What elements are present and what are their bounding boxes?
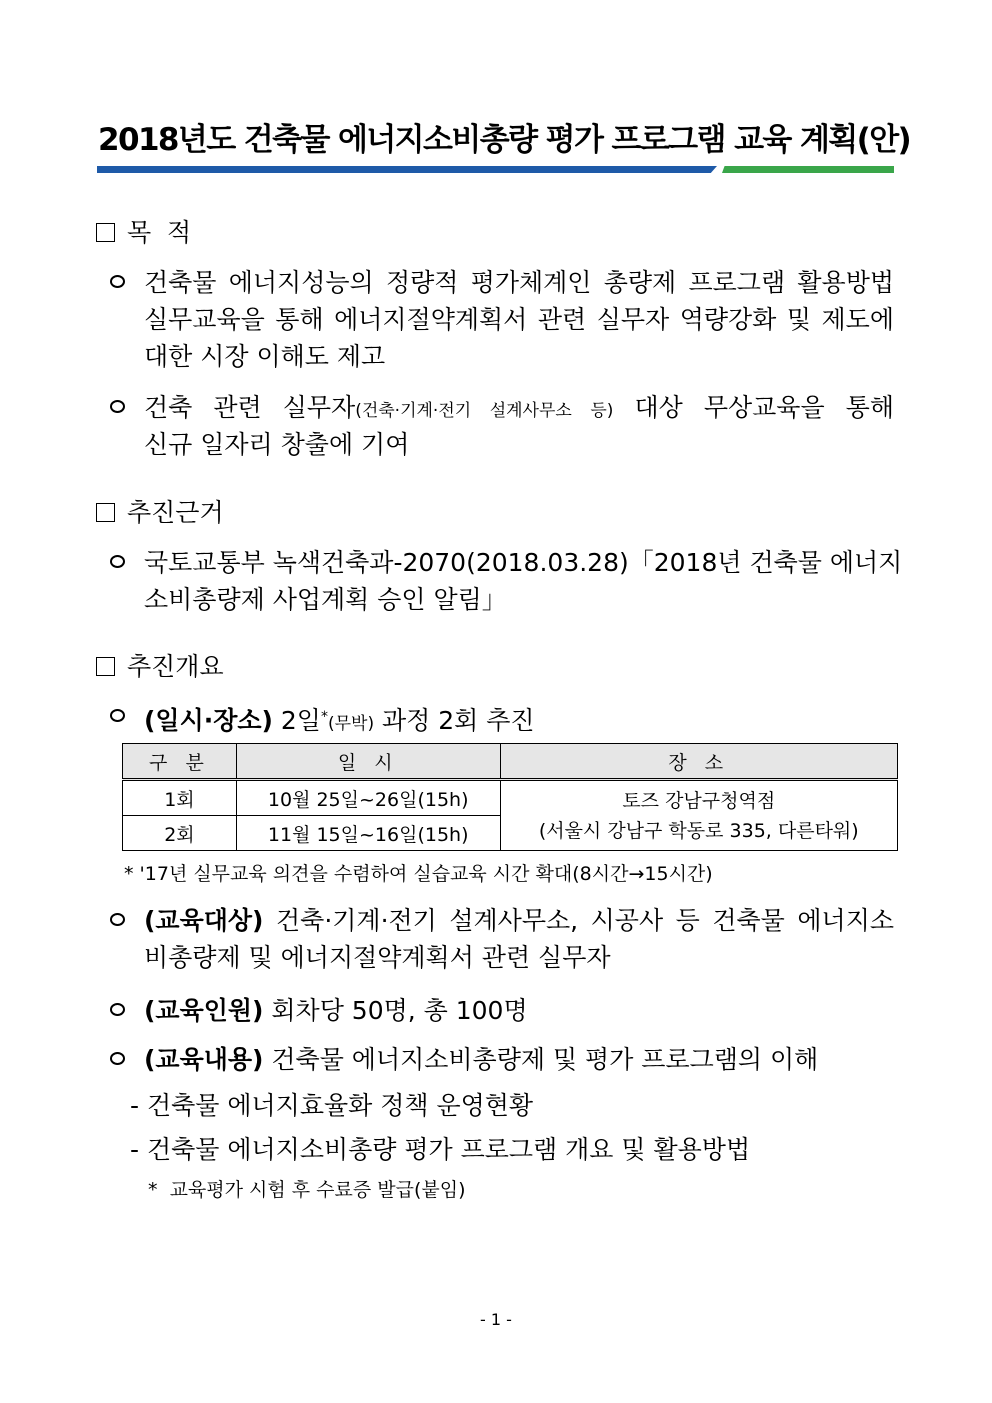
section-purpose-heading: 목 적: [96, 216, 191, 250]
circle-bullet-icon: [110, 709, 125, 726]
title-underline-blue: [97, 166, 717, 173]
circle-bullet-icon: [110, 275, 125, 292]
table-cell-place: 토즈 강남구청역점 (서울시 강남구 학동로 335, 다른타워): [500, 780, 897, 851]
purpose-bullet2-line2: 신규 일자리 창출에 기여: [144, 430, 410, 459]
document-title: 2018년도 건축물 에너지소비총량 평가 프로그램 교육 계획(안): [98, 122, 911, 158]
title-underline-green: [722, 166, 894, 173]
content-bullet: (교육내용) 건축물 에너지소비총량제 및 평가 프로그램의 이해: [144, 1045, 819, 1074]
target-bullet-line2: 비총량제 및 에너지절약계획서 관련 실무자: [144, 943, 611, 972]
people-bullet: (교육인원) 회차당 50명, 총 100명: [144, 996, 528, 1025]
circle-bullet-icon: [110, 1052, 125, 1069]
content-item-2: - 건축물 에너지소비총량 평가 프로그램 개요 및 활용방법: [130, 1135, 751, 1164]
purpose-bullet1-line3: 대한 시장 이해도 제고: [144, 342, 386, 371]
table-cell-session: 1회: [123, 780, 237, 816]
content-item-1: - 건축물 에너지효율화 정책 운영현황: [130, 1091, 534, 1120]
table-footnote: * '17년 실무교육 의견을 수렴하여 실습교육 시간 확대(8시간→15시간): [124, 863, 713, 885]
checkbox-square-icon: [96, 223, 115, 242]
content-footnote: * 교육평가 시험 후 수료증 발급(붙임): [148, 1179, 466, 1201]
checkbox-square-icon: [96, 503, 115, 522]
purpose-bullet1-line2: 실무교육을 통해 에너지절약계획서 관련 실무자 역량강화 및 제도에: [144, 305, 894, 334]
table-header-place: 장 소: [500, 744, 897, 780]
circle-bullet-icon: [110, 913, 125, 930]
table-cell-date: 11월 15일~16일(15h): [236, 816, 500, 851]
table-cell-session: 2회: [123, 816, 237, 851]
checkbox-square-icon: [96, 657, 115, 676]
circle-bullet-icon: [110, 1003, 125, 1020]
schedule-bullet: (일시·장소) 2일*(무박) 과정 2회 추진: [144, 706, 535, 735]
page-number: - 1 -: [480, 1310, 512, 1329]
table-header-category: 구 분: [123, 744, 237, 780]
section-basis-heading: 추진근거: [96, 496, 224, 530]
purpose-bullet1-line1: 건축물 에너지성능의 정량적 평가체계인 총량제 프로그램 활용방법: [144, 268, 894, 297]
purpose-bullet2-line1: 건축 관련 실무자(건축·기계·전기 설계사무소 등) 대상 무상교육을 통해: [144, 393, 894, 422]
target-bullet-line1: (교육대상) 건축·기계·전기 설계사무소, 시공사 등 건축물 에너지소: [144, 906, 894, 935]
schedule-table: [122, 743, 898, 851]
basis-bullet-line1: 국토교통부 녹색건축과-2070(2018.03.28)「2018년 건축물 에너지: [144, 548, 903, 577]
table-cell-date: 10월 25일~26일(15h): [236, 780, 500, 816]
table-row: [123, 780, 898, 816]
section-overview-heading: 추진개요: [96, 650, 224, 684]
table-header-datetime: 일 시: [236, 744, 500, 780]
basis-bullet-line2: 소비총량제 사업계획 승인 알림」: [144, 585, 507, 614]
circle-bullet-icon: [110, 555, 125, 572]
circle-bullet-icon: [110, 400, 125, 417]
